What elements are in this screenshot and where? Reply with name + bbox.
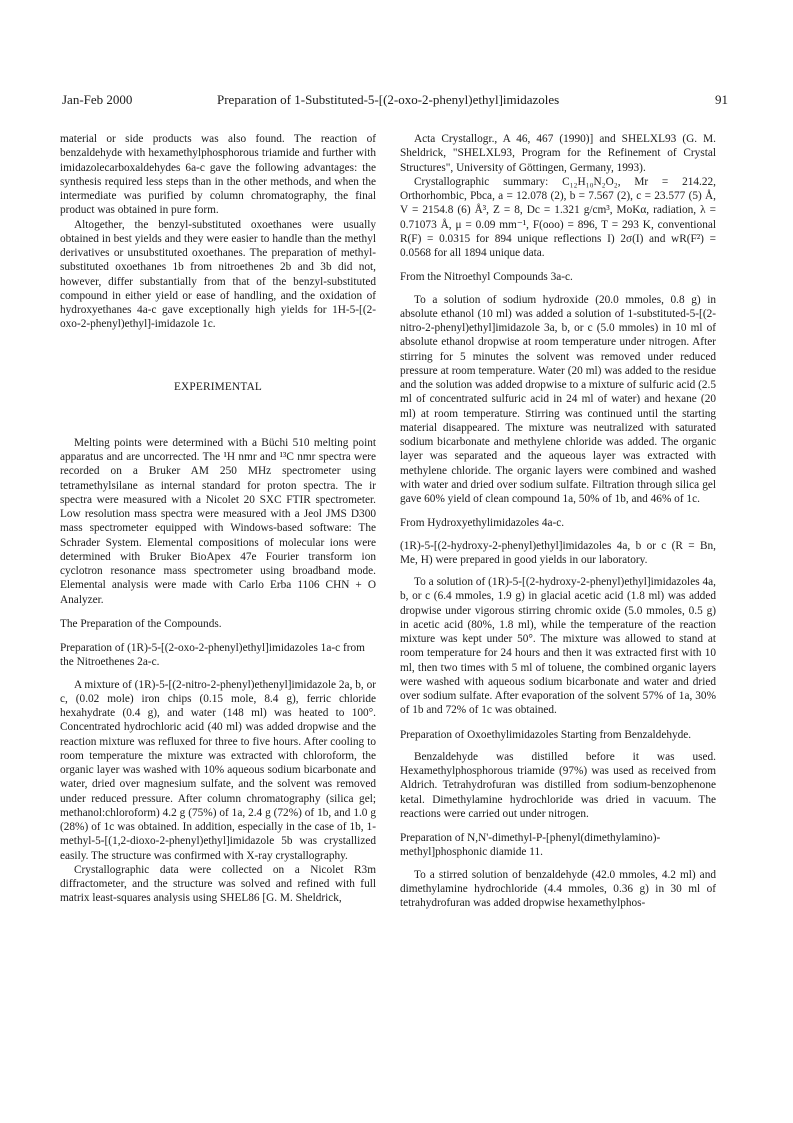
paragraph: A mixture of (1R)-5-[(2-nitro-2-phenyl)ethenyl]imidazole 2a, b, or c, (0.02 mole) iron chips (0.15 mole, 8.4 g), ferric chloride hexahydrate (0.4 g), and water (148 ml) was heated to 100°. Concentrated hydrochloric acid (40 ml) was added dropwise and the reaction mixture was refluxed for three to five hours. After cooling to room temperature the mixture was extracted with chloroform, the organic layer was washed with 10% aqueous sodium bicarbonate and water, dried over magnesium sulfate, and the solvent was removed under reduced pressure. After column chromatography (silica gel; methanol:chloroform) 4.2 g (75%) of 1a, 2.4 g (72%) of 1b, and 1.0 g (28%) of 1c was obtained. In addition, especially in the case of 1b, 1-methyl-5-[(1,2-dioxo-2-phenyl)ethyl]imidazole 5b was crystallized easily. The structure was confirmed with X-ray crystallography. — [60, 678, 376, 862]
paragraph: To a solution of (1R)-5-[(2-hydroxy-2-phenyl)ethyl]imidazoles 4a, b, or c (6.4 mmoles, 1.9 g) in glacial acetic acid (1.8 ml) was added dropwise under vigorous stirring chromic oxide (5.0 mmoles, 0.5 g) in acetic acid (80%, 1.8 ml), while the temperature of the reaction mixture was kept under 50°. The mixture was allowed to stand at room temperature for 24 hours and then it was extracted first with 10 ml, then two times with 5 ml of toluene, the combined organic layers were washed with aqueous sodium bicarbonate and water and dried over sodium sulfate. After evaporation of the solvent 57% of 1a, 30% of 1b and 72% of 1c was obtained. — [400, 576, 716, 717]
page-number: 91 — [715, 92, 728, 107]
paragraph: Crystallographic summary: C₁₂H₁₀N₂O₂, Mr = 214.22, Orthorhombic, Pbca, a = 12.078 (2), b = 7.567 (2), c = 23.577 (5) Å, V = 2154.8 (6) Å³, Z = 8, Dc = 1.321 g/cm³, MoKα, radiation, λ = 0.71073 Å, μ = 0.09 mm⁻¹, F(ooo) = 896, T = 293 K, conventional R(F) = 0.0315 for 894 unique reflections I) 2σ(I) and wR(F²) = 0.0568 for all 1894 unique data. — [400, 175, 716, 259]
paragraph: Altogether, the benzyl-substituted oxoethanes were usually obtained in best yields and they were easier to handle than the methyl derivatives or unsubstituted oxoethanes. The preparation of methyl-substituted oxoethanes 1b from nitroethenes 2b and 3b did not, however, differ substantially from that of the benzyl-substituted compound in either yield or ease of handling, and the oxidation of hydroxyethanes 4a-c gave exceptionally high yields for 1H-5-[(2-oxo-2-phenyl)ethyl]-imidazole 1c. — [60, 218, 376, 331]
paragraph: Acta Crystallogr., A 46, 467 (1990)] and SHELXL93 (G. M. Sheldrick, "SHELXL93, Program for the Refinement of Crystal Structures", University of Göttingen, Germany, 1993). — [400, 133, 716, 174]
paragraph: (1R)-5-[(2-hydroxy-2-phenyl)ethyl]imidazoles 4a, b or c (R = Bn, Me, H) were prepared in good yields in our laboratory. — [400, 539, 716, 566]
paragraph: Melting points were determined with a Büchi 510 melting point apparatus and are uncorrected. The ¹H nmr and ¹³C nmr spectra were recorded on a Bruker AM 250 MHz spectrometer using tetramethylsilane as internal standard for proton spectra. The ir spectra were measured with a Nicolet 20 SXC FTIR spectrometer. Low resolution mass spectra were measured with a Jeol JMS D300 mass spectrometer equipped with Windows-based software: The Schrader System. Elemental compositions of molecular ions were determined with Bruker BioApex 47e Fourier transform ion cyclotron resonance mass spectrometer using broadband mode. Elemental analysis were made with Carlo Erba 1106 CHN + O Analyzer. — [60, 436, 376, 606]
subsection-heading: From the Nitroethyl Compounds 3a-c. — [400, 271, 573, 284]
paragraph: material or side products was also found. The reaction of benzaldehyde with hexamethylphosphorous triamide and further with imidazolecarboxaldehydes 6a-c gave the following advantages: the synthesis required less steps than in the other methods, and when the intermediate was purified by column chromatography, the final product was obtained in pure form. — [60, 133, 376, 217]
subsection-heading: Preparation of N,N'-dimethyl-P-[phenyl(dimethylamino)-methyl]phosphonic diamide 11. — [400, 832, 661, 859]
running-title: Preparation of 1-Substituted-5-[(2-oxo-2-phenyl)ethyl]imidazoles — [217, 92, 560, 107]
left-column — [60, 132, 376, 906]
issue-date: Jan-Feb 2000 — [62, 92, 133, 107]
paragraph: Crystallographic data were collected on a Nicolet R3m diffractometer, and the structure was solved and refined with full matrix least-squares analysis using SHEL86 [G. M. Sheldrick, — [60, 863, 376, 905]
subsection-heading: From Hydroxyethylimidazoles 4a-c. — [400, 517, 565, 530]
subsection-heading: Preparation of (1R)-5-[(2-oxo-2-phenyl)ethyl]imidazoles 1a-c from the Nitroethenes 2a-c. — [60, 642, 365, 669]
subsection-heading: The Preparation of the Compounds. — [60, 617, 222, 630]
right-column — [400, 132, 716, 910]
running-header — [62, 92, 728, 108]
section-heading-experimental: EXPERIMENTAL — [173, 380, 263, 393]
paragraph: To a solution of sodium hydroxide (20.0 mmoles, 0.8 g) in absolute ethanol (10 ml) was added a solution of 1-substituted-5-[(2-nitro-2-phenyl)ethyl]imidazole 3a, b, or c (5.0 mmoles) in 10 ml of absolute ethanol dropwise at room temperature under nitrogen. After stirring for 5 minutes the solvent was removed under reduced pressure at room temperature. Water (20 ml) was added to the residue and the solution was added dropwise to a mixture of sulfuric acid (2.5 ml of concentrated sulfuric acid in 24 ml of water) and hexane (20 ml) at room temperature. Stirring was continued until the starting material disappeared. The mixture was neutralized with saturated sodium bicarbonate and methylene chloride was added. The organic layer was separated and the aqueous layer was extracted with methylene chloride. The organic layers were combined and washed with water and dried over sodium sulfate. Filtration through silica gel gave 60% yield of clean compound 1a, 50% of 1b, and 46% of 1c. — [400, 293, 716, 505]
paragraph: To a stirred solution of benzaldehyde (42.0 mmoles, 4.2 ml) and dimethylamine hydrochloride (4.4 mmoles, 0.36 g) in 30 ml of tetrahydrofuran was added dropwise hexamethylphos- — [400, 868, 716, 909]
paragraph: Benzaldehyde was distilled before it was used. Hexamethylphosphorous triamide (97%) was used as received from Aldrich. Tetrahydrofuran was distilled from sodium-benzophenone ketal. Dimethylamine hydrochloride was dried in vacuum. The reactions were carried out under nitrogen. — [400, 750, 716, 820]
subsection-heading: Preparation of Oxoethylimidazoles Starting from Benzaldehyde. — [400, 728, 692, 741]
